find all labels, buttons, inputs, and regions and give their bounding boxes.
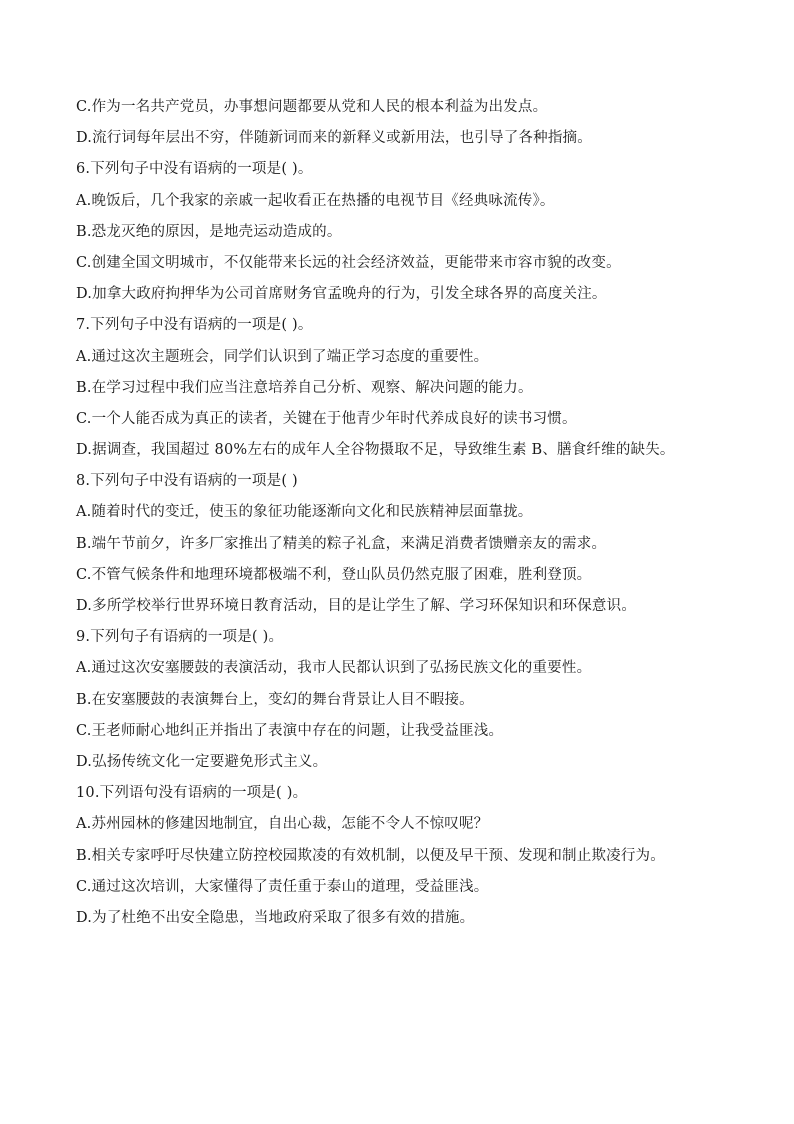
option-line: C.一个人能否成为真正的读者，关键在于他青少年时代养成良好的读书习惯。 — [76, 410, 577, 427]
question-stem: 7.下列句子中没有语病的一项是( )。 — [76, 317, 313, 334]
option-line: D.据调查，我国超过 80%左右的成年人全谷物摄取不足，导致维生素 B、膳食纤维的缺失。 — [76, 442, 675, 459]
option-line: C.不管气候条件和地理环境都极端不利，登山队员仍然克服了困难，胜利登顶。 — [76, 566, 592, 583]
option-line: B.在学习过程中我们应当注意培养自己分析、观察、解决问题的能力。 — [76, 379, 533, 396]
option-line: D.加拿大政府拘押华为公司首席财务官孟晚舟的行为，引发全球各界的高度关注。 — [76, 286, 607, 303]
question-list — [76, 92, 736, 934]
option-line: A.通过这次主题班会，同学们认识到了端正学习态度的重要性。 — [76, 348, 489, 365]
option-line: C.王老师耐心地纠正并指出了表演中存在的问题，让我受益匪浅。 — [76, 722, 504, 739]
option-line: B.端午节前夕，许多厂家推出了精美的粽子礼盒，来满足消费者馈赠亲友的需求。 — [76, 535, 607, 552]
question-stem: 9.下列句子有语病的一项是( )。 — [76, 629, 284, 646]
question-stem: 8.下列句子中没有语病的一项是( ) — [76, 473, 298, 490]
option-line: D.弘扬传统文化一定要避免形式主义。 — [76, 753, 328, 770]
question-stem: 6.下列句子中没有语病的一项是( )。 — [76, 161, 313, 178]
option-line: C.创建全国文明城市，不仅能带来长远的社会经济效益，更能带来市容市貌的改变。 — [76, 254, 621, 271]
option-line: D.多所学校举行世界环境日教育活动，目的是让学生了解、学习环保知识和环保意识。 — [76, 598, 637, 614]
question-stem: 10.下列语句没有语病的一项是( )。 — [76, 785, 308, 802]
option-line: C.通过这次培训，大家懂得了责任重于泰山的道理，受益匪浅。 — [76, 878, 489, 895]
option-line: B.恐龙灭绝的原因，是地壳运动造成的。 — [76, 223, 342, 240]
option-line: A.苏州园林的修建因地制宜，自出心裁，怎能不令人不惊叹呢？ — [76, 816, 489, 833]
option-line: A.晚饭后，几个我家的亲戚一起收看正在热播的电视节目《经典咏流传》。 — [76, 192, 555, 209]
text-line: D.流行词每年层出不穷，伴随新词而来的新释义或新用法，也引导了各种指摘。 — [76, 130, 592, 147]
option-line: A.通过这次安塞腰鼓的表演活动，我市人民都认识到了弘扬民族文化的重要性。 — [76, 660, 592, 677]
text-line: C.作为一名共产党员，办事想问题都要从党和人民的根本利益为出发点。 — [76, 99, 548, 115]
option-line: B.相关专家呼吁尽快建立防控校园欺凌的有效机制，以便及早干预、发现和制止欺凌行为。 — [76, 847, 665, 864]
option-line: A.随着时代的变迁，使玉的象征功能逐渐向文化和民族精神层面靠拢。 — [76, 504, 533, 521]
option-line: D.为了杜绝不出安全隐患，当地政府采取了很多有效的措施。 — [76, 909, 475, 926]
option-line: B.在安塞腰鼓的表演舞台上，变幻的舞台背景让人目不暇接。 — [76, 691, 474, 708]
